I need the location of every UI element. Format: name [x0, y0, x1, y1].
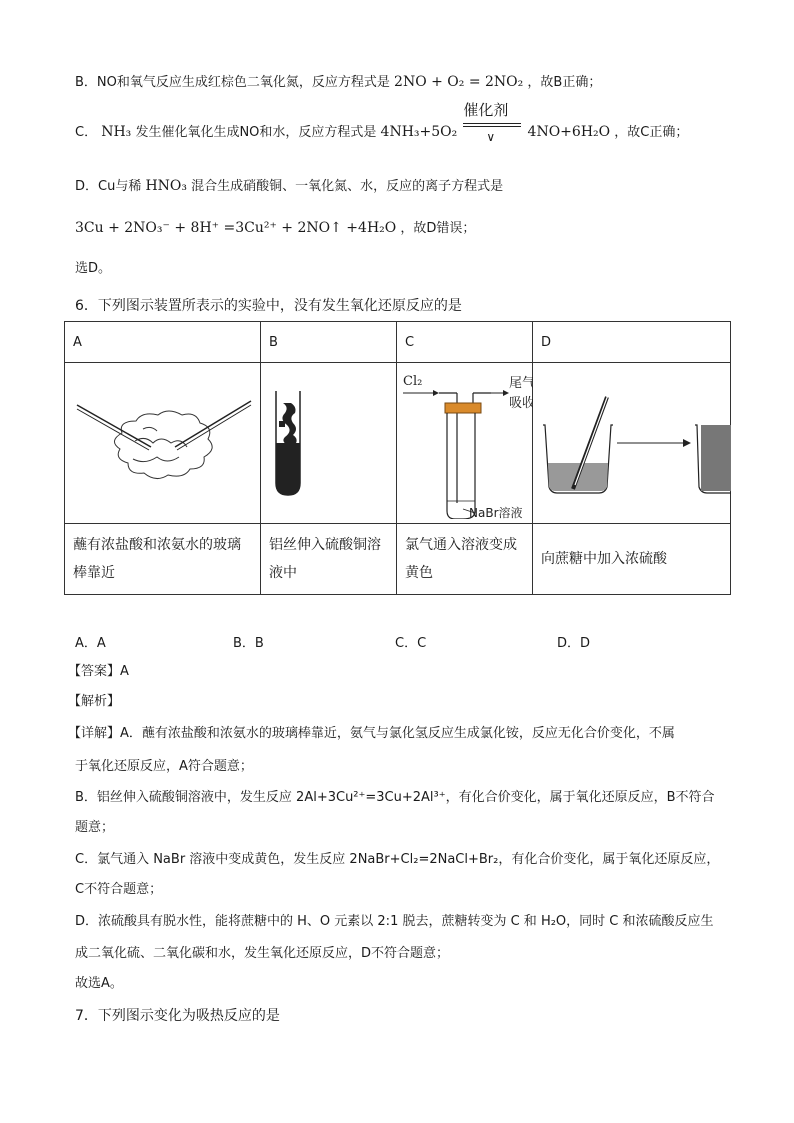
question-6-stem: 6．下列图示装置所表示的实验中，没有发生氧化还原反应的是	[75, 298, 462, 314]
option-b-equation: 2NO + O₂ = 2NO₂	[394, 74, 524, 90]
explain-line-2: 于氧化还原反应，A符合题意；	[75, 759, 253, 774]
explain-line-5: C．氯气通入 NaBr 溶液中变成黄色，发生反应 2NaBr+Cl₂=2NaCl+Br₂，有化合价变化，属于氧化还原反应，	[75, 852, 720, 867]
glass-rods-smoke-illustration	[65, 363, 261, 519]
explain-line-3: B．铝丝伸入硫酸铜溶液中，发生反应 2Al+3Cu²⁺=3Cu+2Al³⁺，有化合价变化，属于氧化还原反应，B不符合	[75, 790, 715, 805]
sucrose-sulfuric-acid-illustration	[533, 363, 731, 519]
explain-line-4: 题意；	[75, 820, 115, 835]
option-c-label: C．	[75, 125, 98, 140]
explain-line-7: D．浓硫酸具有脱水性，能将蔗糖中的 H、O 元素以 2:1 脱去，蔗糖转变为 C 和 H₂O，同时 C 和浓硫酸反应生	[75, 914, 714, 929]
header-c: C	[397, 322, 533, 363]
choice-a[interactable]: A．A	[75, 636, 106, 651]
figure-b	[261, 363, 397, 524]
heat-symbol: ∨	[486, 130, 496, 144]
option-d-eq-tail: ，故D错误；	[400, 221, 476, 236]
table-image-row	[65, 363, 731, 524]
figure-c	[397, 363, 533, 524]
option-b-tail: ，故B正确；	[527, 75, 602, 90]
choice-d[interactable]: D．D	[557, 636, 591, 651]
choice-c[interactable]: C．C	[395, 636, 427, 651]
table-caption-row	[65, 524, 731, 595]
option-d-equation-line	[75, 218, 475, 239]
option-d-equation: 3Cu + 2NO₃⁻ + 8H⁺ =3Cu²⁺ + 2NO↑ +4H₂O	[75, 220, 397, 236]
explain-line-6: C不符合题意；	[75, 882, 163, 897]
header-b: B	[261, 322, 397, 363]
analysis-title: 【解析】	[68, 694, 121, 709]
answer-line: 【答案】A	[68, 664, 129, 679]
option-c-nh3: NH₃	[101, 124, 132, 140]
option-c-eq-left: 4NH₃+5O₂	[380, 124, 458, 140]
fig-c-tail-label: 尾气	[509, 376, 533, 391]
option-c-eq-right: 4NO+6H₂O	[527, 124, 611, 140]
explain-line-8: 成二氧化硫、二氧化碳和水，发生氧化还原反应，D不符合题意；	[75, 946, 450, 961]
catalyst-line-1	[463, 123, 521, 124]
question-7-stem: 7．下列图示变化为吸热反应的是	[75, 1008, 280, 1024]
question-6-table	[64, 321, 731, 595]
catalyst-arrow	[461, 101, 523, 144]
option-c-tail: ，故C正确；	[614, 125, 689, 140]
fig-c-absorb-label: 吸收	[509, 396, 533, 411]
option-c-mid: 发生催化氧化生成NO和水，反应方程式是	[135, 125, 377, 140]
option-d-line	[75, 176, 503, 197]
figure-a	[65, 363, 261, 524]
option-d-hno3: HNO₃	[145, 178, 188, 194]
option-b-line	[75, 72, 601, 93]
header-d: D	[533, 322, 731, 363]
option-d-tail: 混合生成硝酸铜、一氧化氮、水，反应的离子方程式是	[191, 179, 504, 194]
choice-b[interactable]: B．B	[233, 636, 264, 651]
table-header-row	[65, 322, 731, 363]
figure-d	[533, 363, 731, 524]
option-c-line	[75, 101, 689, 144]
caption-a: 蘸有浓盐酸和浓氨水的玻璃棒靠近	[65, 524, 261, 595]
caption-d: 向蔗糖中加入浓硫酸	[533, 524, 731, 595]
question-6-choices	[75, 632, 715, 652]
test-tube-aluminum-illustration	[261, 363, 397, 519]
explain-line-9: 故选A。	[75, 976, 123, 991]
caption-b: 铝丝伸入硫酸铜溶液中	[261, 524, 397, 595]
header-a: A	[65, 322, 261, 363]
catalyst-label: 催化剂	[463, 101, 509, 119]
fig-c-nabr-label: NaBr溶液	[469, 506, 523, 519]
option-b-text: B．NO和氧气反应生成红棕色二氧化氮，反应方程式是	[75, 75, 390, 90]
chlorine-gas-apparatus-illustration	[397, 363, 533, 519]
select-d: 选D。	[75, 261, 112, 276]
option-d-text: D．Cu与稀	[75, 179, 142, 194]
explain-line-1: 【详解】A．蘸有浓盐酸和浓氨水的玻璃棒靠近，氨气与氯化氢反应生成氯化铵，反应无化合价变化，不属	[68, 726, 675, 741]
fig-c-cl2-label: Cl₂	[403, 374, 423, 389]
caption-c: 氯气通入溶液变成黄色	[397, 524, 533, 595]
